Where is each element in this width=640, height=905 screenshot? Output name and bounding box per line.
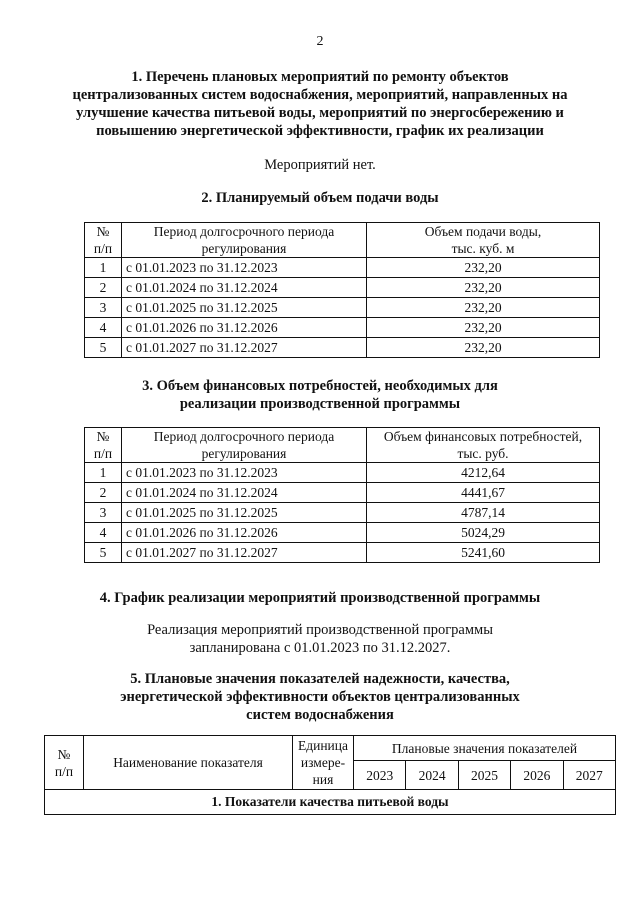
indicators-table [44,735,616,815]
row-number: 3 [85,298,122,318]
row-number: 3 [85,503,122,523]
year-header: 2026 [511,761,563,790]
year-header: 2024 [406,761,458,790]
period-header [122,223,367,258]
num-header [85,428,122,463]
header-text: регулирования [201,446,287,461]
section5-title-line: энергетической эффективности объектов централизованных [120,689,520,705]
section1-note: Мероприятий нет. [264,157,376,173]
header-text: тыс. руб. [457,446,509,461]
header-text: п/п [93,446,113,461]
header-text: регулирования [201,241,287,256]
section2-title: 2. Планируемый объем подачи воды [201,190,439,206]
period-header [122,428,367,463]
num-header [45,736,84,790]
header-text: п/п [93,241,113,256]
table-row [85,543,600,563]
header-text: тыс. куб. м [451,241,515,256]
row-number: 4 [85,523,122,543]
table-row [85,463,600,483]
row-value: 232,20 [367,318,600,338]
table-row [85,278,600,298]
row-number: 5 [85,543,122,563]
header-text: Объем подачи воды, [424,224,542,239]
header-text: № [96,224,110,239]
row-number: 1 [85,258,122,278]
row-value: 232,20 [367,298,600,318]
row-period: с 01.01.2026 по 31.12.2026 [122,318,367,338]
section3-title-line: 3. Объем финансовых потребностей, необходимых для [142,378,498,394]
section1-title-line: централизованных систем водоснабжения, мероприятий, направленных на [72,87,568,103]
unit-header [293,736,354,790]
table-row [85,483,600,503]
row-period: с 01.01.2024 по 31.12.2024 [122,483,367,503]
section5-title-line: 5. Плановые значения показателей надежности, качества, [130,671,510,687]
section3-title-line: реализации производственной программы [179,396,461,412]
table-row [85,258,600,278]
table-section-row [45,790,616,815]
row-period: с 01.01.2026 по 31.12.2026 [122,523,367,543]
row-value: 232,20 [367,258,600,278]
water-supply-table [84,222,600,358]
row-value: 5241,60 [367,543,600,563]
header-text: № [57,746,71,762]
year-header: 2023 [354,761,406,790]
row-period: с 01.01.2027 по 31.12.2027 [122,338,367,358]
section4-text-line: Реализация мероприятий производственной программы [147,622,493,638]
subsection-title: 1. Показатели качества питьевой воды [45,790,616,815]
header-text: п/п [54,763,74,779]
section3-title [0,377,640,413]
table-row [85,503,600,523]
header-text: № [96,429,110,444]
row-number: 4 [85,318,122,338]
name-header: Наименование показателя [84,736,293,790]
row-value: 4441,67 [367,483,600,503]
header-text: ния [312,772,334,787]
section5-title [0,670,640,724]
table-row [85,318,600,338]
table-row [85,523,600,543]
row-number: 2 [85,278,122,298]
row-value: 4212,64 [367,463,600,483]
row-period: с 01.01.2024 по 31.12.2024 [122,278,367,298]
header-text: Объем финансовых потребностей, [383,429,583,444]
row-value: 232,20 [367,278,600,298]
table-header-row [45,736,616,761]
table-row [85,338,600,358]
row-period: с 01.01.2027 по 31.12.2027 [122,543,367,563]
section1-title-line: повышению энергетической эффективности, график их реализации [96,123,544,139]
section5-title-line: систем водоснабжения [246,707,394,723]
planned-values-header: Плановые значения показателей [354,736,616,761]
financial-needs-table [84,427,600,563]
row-period: с 01.01.2023 по 31.12.2023 [122,463,367,483]
section1-title-line: улучшение качества питьевой воды, мероприятий по энергосбережению и [76,105,564,121]
section1-title-line: 1. Перечень плановых мероприятий по ремонту объектов [131,69,509,85]
header-text: Единица [297,738,348,753]
row-value: 5024,29 [367,523,600,543]
num-header [85,223,122,258]
row-period: с 01.01.2025 по 31.12.2025 [122,503,367,523]
table-header-row [85,223,600,258]
section4-title: 4. График реализации мероприятий производственной программы [99,590,541,606]
section4-text [0,621,640,657]
year-header: 2027 [563,761,615,790]
row-value: 232,20 [367,338,600,358]
row-period: с 01.01.2025 по 31.12.2025 [122,298,367,318]
table-header-row [85,428,600,463]
row-period: с 01.01.2023 по 31.12.2023 [122,258,367,278]
row-value: 4787,14 [367,503,600,523]
row-number: 1 [85,463,122,483]
page-number: 2 [316,34,324,49]
section1-title [0,68,640,140]
table-row [85,298,600,318]
header-text: Период долгосрочного периода [153,429,335,444]
row-number: 5 [85,338,122,358]
header-text: измере- [300,755,346,770]
value-header [367,223,600,258]
row-number: 2 [85,483,122,503]
value-header [367,428,600,463]
header-text: Период долгосрочного периода [153,224,335,239]
section4-text-line: запланирована с 01.01.2023 по 31.12.2027. [189,640,451,656]
year-header: 2025 [458,761,510,790]
